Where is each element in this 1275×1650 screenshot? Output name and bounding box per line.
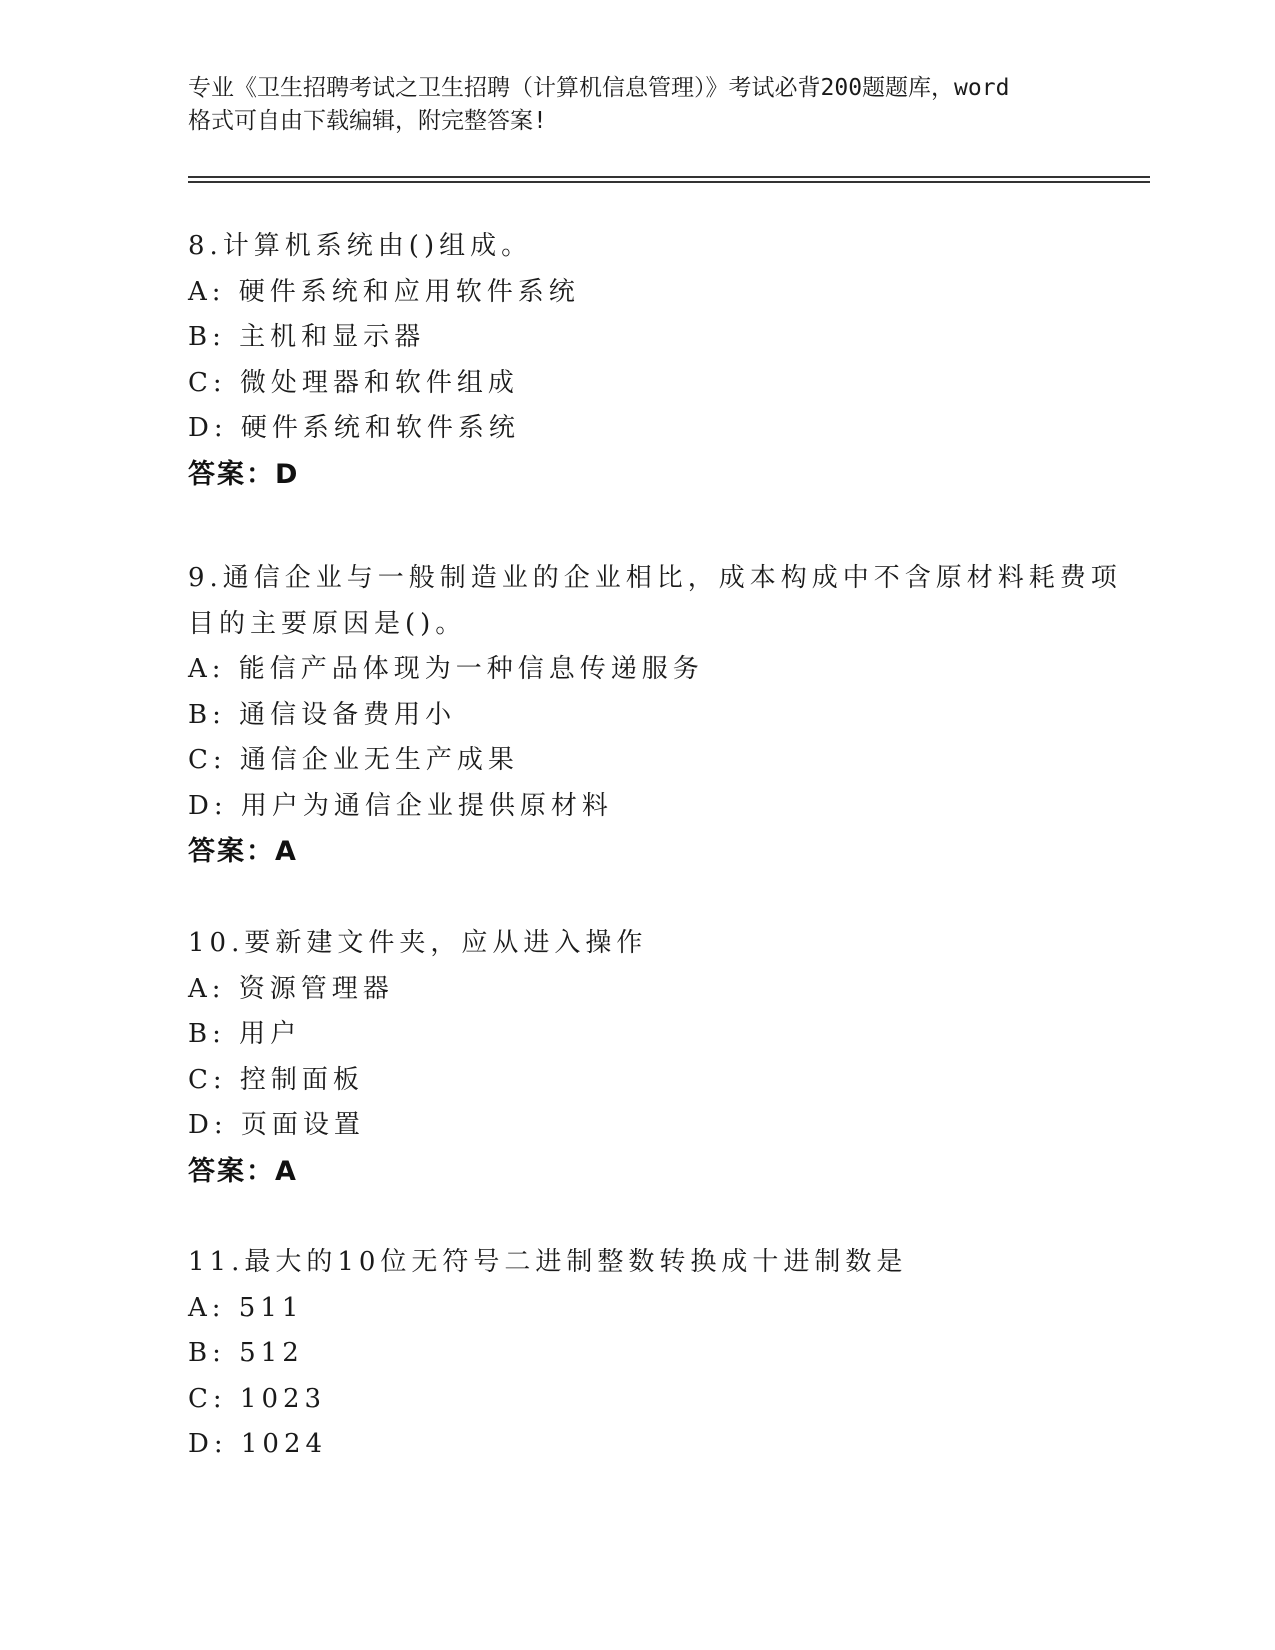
option-b: B: 主机和显示器 [188, 322, 426, 352]
option-a: A: 资源管理器 [188, 973, 394, 1004]
option-d: D: 硬件系统和软件系统 [188, 413, 520, 443]
question-text: 10.要新建文件夹，应从进入操作 [188, 928, 648, 958]
option-b: B: 用户 [188, 1019, 302, 1049]
question-11 [188, 1240, 1088, 1468]
option-b: B: 512 [188, 1338, 304, 1368]
question-text: 8.计算机系统由()组成。 [188, 231, 533, 261]
option-a: A: 能信产品体现为一种信息传递服务 [188, 654, 704, 684]
question-text: 11.最大的10位无符号二进制整数转换成十进制数是 [188, 1247, 908, 1277]
header-divider-bottom [188, 181, 1150, 183]
answer-label: 答案：D [188, 458, 300, 490]
answer-label: 答案：A [188, 836, 298, 867]
option-b: B: 通信设备费用小 [188, 699, 457, 730]
header-divider-top [188, 176, 1150, 178]
option-c: C: 微处理器和软件组成 [188, 367, 519, 398]
option-a: A: 硬件系统和应用软件系统 [188, 276, 580, 307]
header-line-1: 专业《卫生招聘考试之卫生招聘（计算机信息管理）》考试必背200题题库，word [188, 75, 1010, 101]
answer-label: 答案：A [188, 1155, 298, 1187]
document-header [188, 72, 1088, 138]
option-d: D: 用户为通信企业提供原材料 [188, 790, 613, 821]
question-9 [188, 556, 1122, 875]
header-line-2: 格式可自由下载编辑，附完整答案! [188, 108, 547, 134]
option-d: D: 页面设置 [188, 1110, 365, 1140]
option-c: C: 1023 [188, 1383, 327, 1414]
question-text-continued: 目的主要原因是()。 [188, 608, 467, 639]
option-d: D: 1024 [188, 1429, 328, 1459]
question-10 [188, 921, 1088, 1194]
option-c: C: 控制面板 [188, 1064, 364, 1095]
question-8 [188, 224, 1088, 497]
question-text: 9.通信企业与一般制造业的企业相比，成本构成中不含原材料耗费项 [188, 563, 1122, 593]
option-a: A: 511 [188, 1292, 304, 1323]
option-c: C: 通信企业无生产成果 [188, 745, 519, 775]
